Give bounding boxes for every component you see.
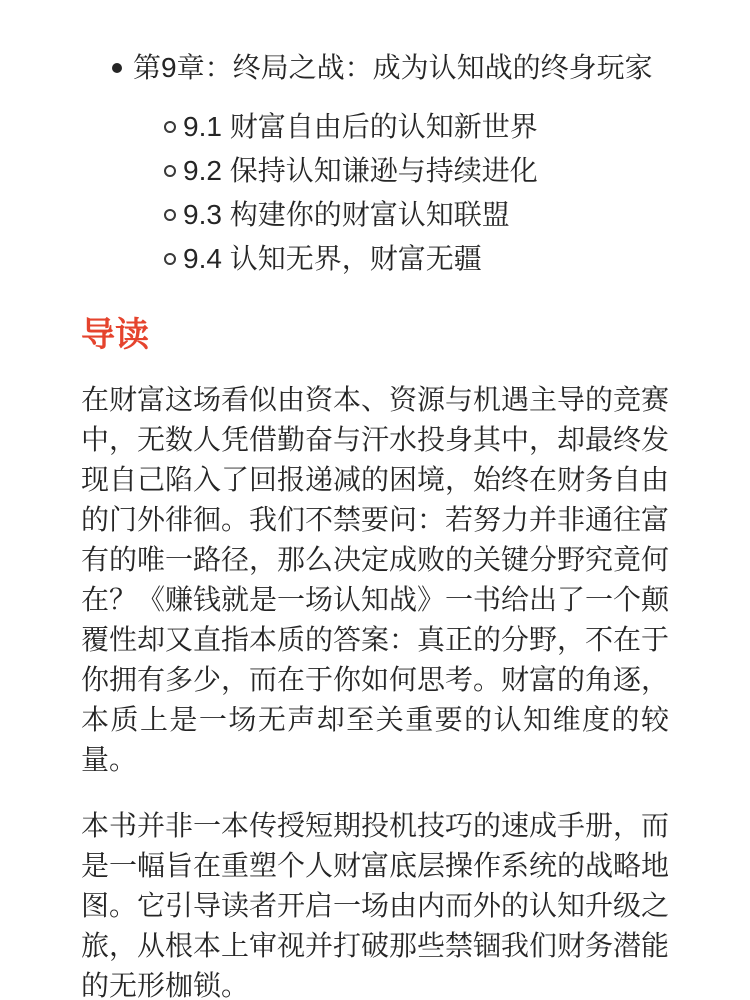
circle-bullet-icon — [164, 165, 176, 177]
intro-paragraph-2: 本书并非一本传授短期投机技巧的速成手册，而是一幅旨在重塑个人财富底层操作系统的战略地图。它引导读者开启一场由内而外的认知升级之旅，从根本上审视并打破那些禁锢我们财务潜能的无形枷锁。 — [81, 810, 670, 1000]
intro-heading: 导读 — [81, 316, 149, 354]
toc-section-item — [81, 237, 669, 281]
toc-section-label: 9.3 构建你的财富认知联盟 — [183, 199, 510, 230]
toc-chapter-item — [81, 53, 669, 83]
toc-section-item — [81, 149, 669, 193]
intro-paragraph-1: 在财富这场看似由资本、资源与机遇主导的竞赛中，无数人凭借勤奋与汗水投身其中，却最终发现自己陷入了回报递减的困境，始终在财务自由的门外徘徊。我们不禁要问：若努力并非通往富有的唯一路径，那么决定成败的关键分野究竟何在？《赚钱就是一场认知战》一书给出了一个颠覆性却又直指本质的答案：真正的分野，不在于你拥有多少，而在于你如何思考。财富的角逐，本质上是一场无声却至关重要的认知维度的较量。 — [81, 384, 670, 775]
circle-bullet-icon — [164, 121, 176, 133]
toc-section-label: 9.4 认知无界，财富无疆 — [183, 243, 482, 274]
toc-section-label: 9.1 财富自由后的认知新世界 — [183, 111, 538, 142]
toc-section-item — [81, 105, 669, 149]
circle-bullet-icon — [164, 209, 176, 221]
disc-bullet-icon — [112, 63, 122, 73]
toc-section-label: 9.2 保持认知谦逊与持续进化 — [183, 155, 538, 186]
toc-section-item — [81, 193, 669, 237]
toc-list — [81, 53, 669, 281]
toc-chapter-label: 第9章：终局之战：成为认知战的终身玩家 — [133, 52, 653, 83]
circle-bullet-icon — [164, 253, 176, 265]
